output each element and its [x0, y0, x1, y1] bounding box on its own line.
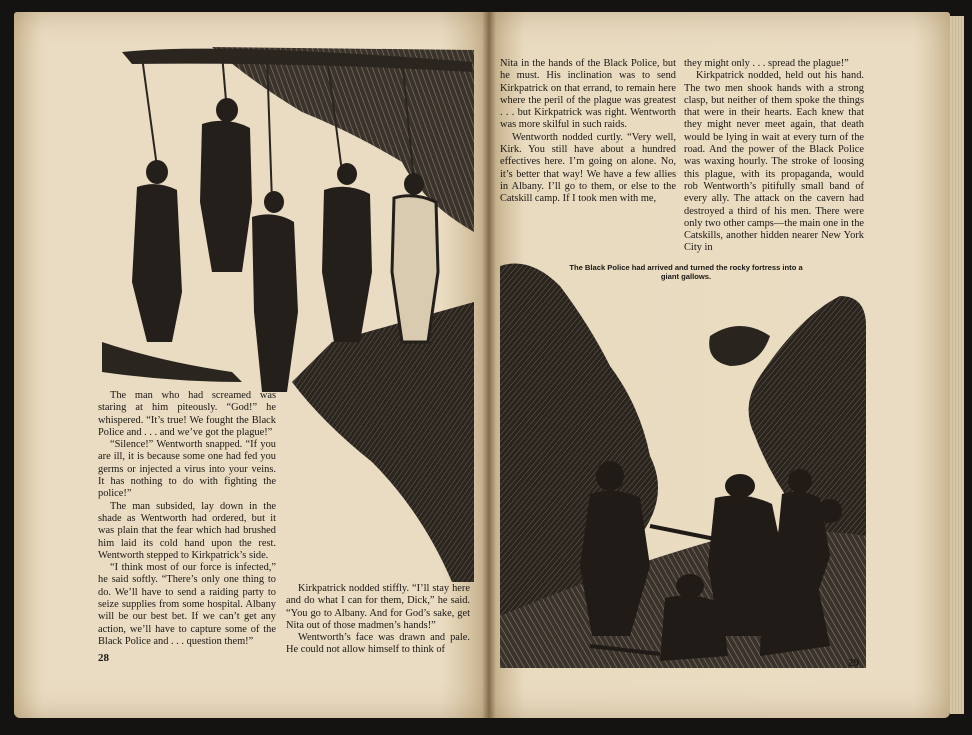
paragraph: Wentworth nodded curtly. “Very well, Kirk. You still have about a hundred effectives here. I’m going on alone. No, it’s better that way! We have a few allies in Albany. I’ll go to them, or else to the Catskill camp. If I took men with me, [500, 131, 676, 205]
page-number: 28 [98, 652, 109, 664]
paragraph: The man who had screamed was staring at him piteously. “God!” he whispered. “It’s true! We fought the Black Police and . . . and we’ve got the plague!” [98, 390, 276, 438]
right-page-column-1 [500, 58, 676, 206]
paragraph: Nita in the hands of the Black Police, but he must. His inclination was to send Kirkpatrick on that errand, to remain here where the peril of the plague was greatest . . . but Kirkpatrick was right. Wentworth was more skilful in such raids. [500, 58, 676, 131]
left-page-column-2 [286, 583, 470, 657]
illustration-caption: The Black Police had arrived and turned the rocky fortress into a giant gallows. [569, 263, 803, 281]
ambush-illustration [500, 236, 866, 668]
paragraph: Wentworth’s face was drawn and pale. He could not allow himself to think of [286, 632, 470, 656]
left-page-column-1 [98, 390, 276, 648]
page-edges [950, 16, 964, 714]
right-page-column-2 [684, 58, 864, 255]
left-page [14, 12, 488, 718]
paragraph: The man subsided, lay down in the shade as Wentworth had ordered, but it was plain that the fear which had brushed him laid its cold hand upon the rest. Wentworth stepped to Kirkpatrick’s side. [98, 500, 276, 561]
paragraph: Kirkpatrick nodded stiffly. “I’ll stay here and do what I can for them, Dick,” he said. “You go to Albany. And for God’s sake, get Nita out of those madmen’s hands!” [286, 583, 470, 631]
page-number: 29 [848, 657, 859, 669]
book-gutter [482, 12, 496, 718]
paragraph: Kirkpatrick nodded, held out his hand. The two men shook hands with a strong clasp, but neither of them spoke the things that were in their hearts. Each knew that they might never meet again, that death would be lying in wait at every turn of the road. And the power of the Black Police was waxing hourly. The stroke of loosing this plague, with its propaganda, would rob Wentworth’s pitifully small band of every ally. The attack on the cavern had destroyed a third of his men. There were only two other camps—the main one in the Catskills, another hidden nearer New York City in [684, 70, 864, 254]
paragraph: they might only . . . spread the plague!” [684, 58, 849, 69]
right-page [488, 12, 950, 718]
paragraph: “Silence!” Wentworth snapped. “If you are ill, it is because some one had fed you germs or injected a virus into your veins. It has nothing to do with fighting the police!” [98, 439, 276, 500]
paragraph: “I think most of our force is infected,” he said softly. “There’s only one thing to do. We’ll have to send a raiding party to seize supplies from some hospital. Albany will be our best bet. If we can’t get any action, we’ll have to capture some of the Black Police and . . . question them!” [98, 562, 276, 647]
